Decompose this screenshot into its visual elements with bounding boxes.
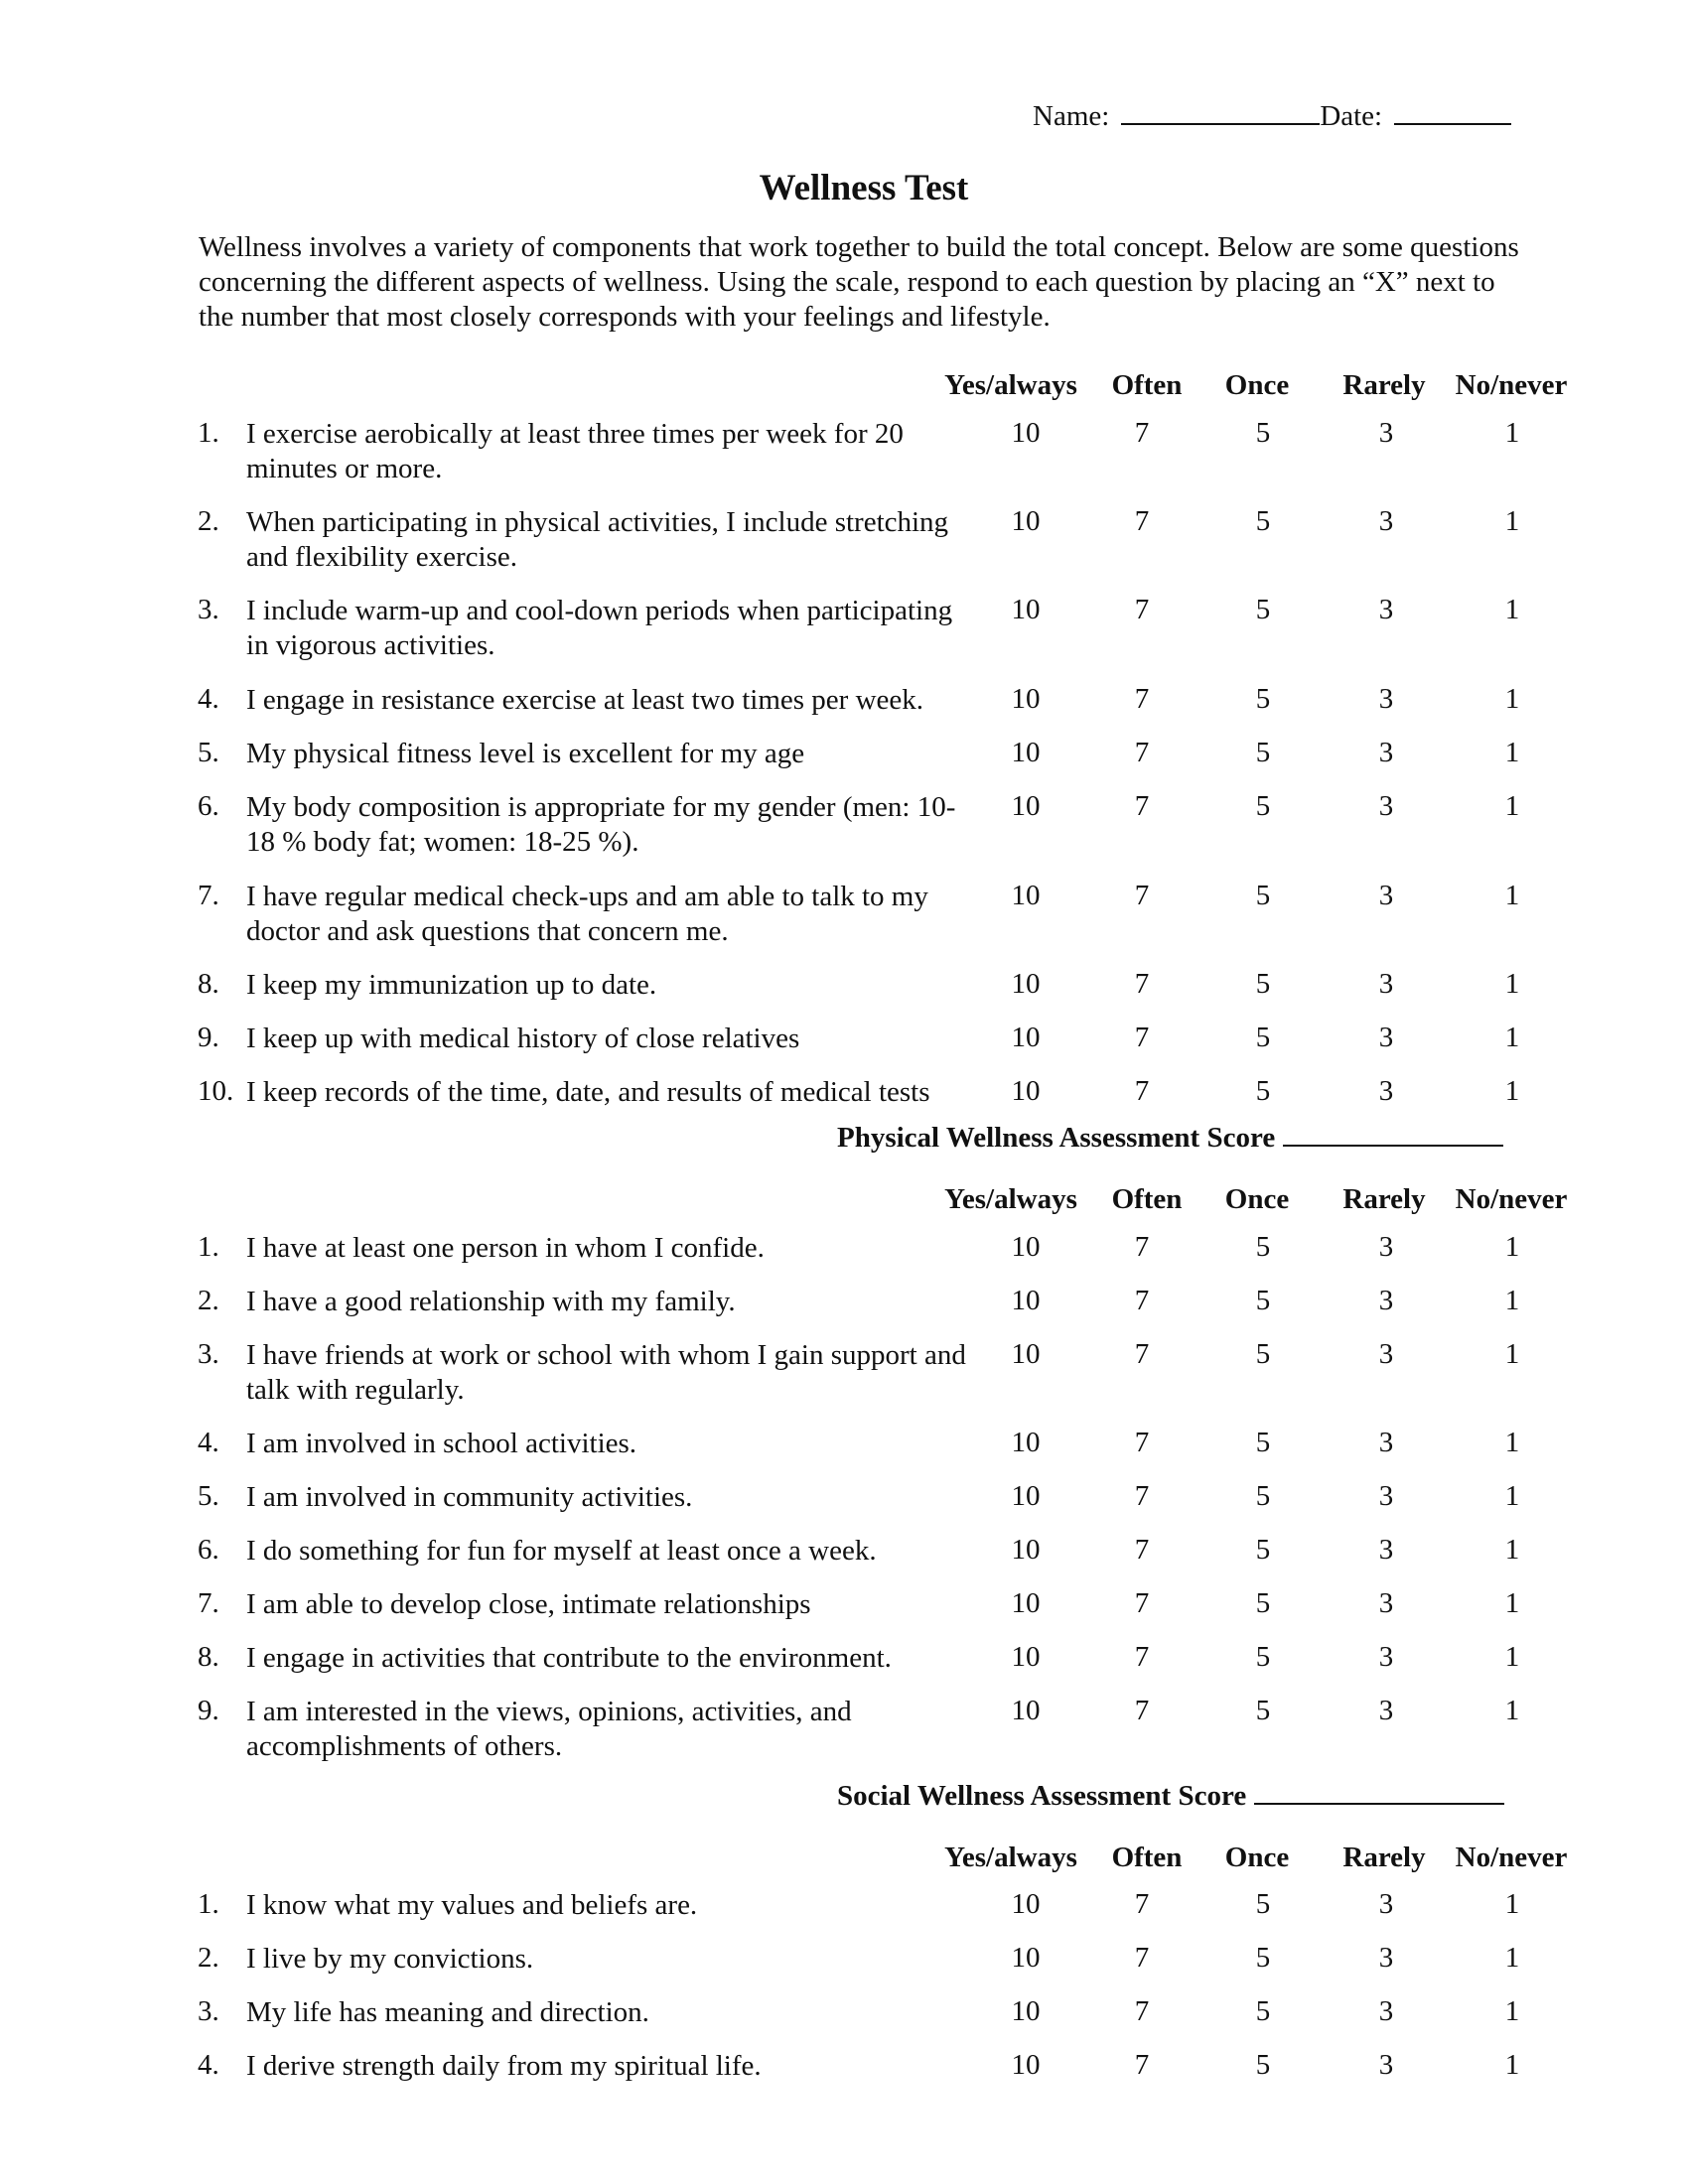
scale-option[interactable]: 1 bbox=[1504, 1587, 1520, 1619]
scale-header: Yes/always bbox=[944, 1842, 1077, 1873]
scale-option[interactable]: 5 bbox=[1255, 1480, 1271, 1512]
scale-option[interactable]: 10 bbox=[1011, 737, 1041, 768]
scale-option[interactable]: 1 bbox=[1504, 1641, 1520, 1673]
scale-option[interactable]: 7 bbox=[1134, 880, 1150, 911]
scale-option[interactable]: 1 bbox=[1504, 2049, 1520, 2081]
scale-header: Yes/always bbox=[944, 1183, 1077, 1215]
scale-option[interactable]: 3 bbox=[1378, 1480, 1394, 1512]
scale-option[interactable]: 1 bbox=[1504, 1995, 1520, 2027]
question-text: I include warm-up and cool-down periods when participating in vigorous activities. bbox=[246, 595, 953, 661]
scale-option[interactable]: 7 bbox=[1134, 1587, 1150, 1619]
question-number: 7. bbox=[198, 880, 219, 911]
scale-option[interactable]: 7 bbox=[1134, 1285, 1150, 1316]
scale-option[interactable]: 10 bbox=[1011, 417, 1041, 449]
scale-option[interactable]: 5 bbox=[1255, 1587, 1271, 1619]
scale-header: Once bbox=[1224, 1183, 1290, 1215]
question-text: I am able to develop close, intimate relationships bbox=[246, 1588, 811, 1620]
scale-option[interactable]: 7 bbox=[1134, 737, 1150, 768]
scale-option[interactable]: 3 bbox=[1378, 790, 1394, 822]
intro-paragraph: Wellness involves a variety of components that work together to build the total concept. Below are some questions concerning the different aspects of wellness. Using the scale, respond to each question by placing an “X” next to the number that most closely corresponds with your feelings and lifestyle. bbox=[199, 231, 1519, 333]
scale-option[interactable]: 5 bbox=[1255, 790, 1271, 822]
question-number: 2. bbox=[198, 505, 219, 537]
scale-option[interactable]: 5 bbox=[1255, 2049, 1271, 2081]
scale-option[interactable]: 3 bbox=[1378, 1641, 1394, 1673]
scale-option[interactable]: 1 bbox=[1504, 880, 1520, 911]
question-number: 9. bbox=[198, 1022, 219, 1053]
question-number: 1. bbox=[198, 1231, 219, 1263]
assessment-score bbox=[837, 1777, 1504, 1813]
scale-option[interactable]: 1 bbox=[1504, 594, 1520, 625]
question-text: I have regular medical check-ups and am able to talk to my doctor and ask questions that concern me. bbox=[246, 881, 928, 947]
scale-header: Often bbox=[1111, 369, 1183, 401]
question-text: I exercise aerobically at least three times per week for 20 minutes or more. bbox=[246, 418, 904, 484]
scale-option[interactable]: 7 bbox=[1134, 2049, 1150, 2081]
scale-option[interactable]: 3 bbox=[1378, 505, 1394, 537]
scale-option[interactable]: 5 bbox=[1255, 417, 1271, 449]
scale-option[interactable]: 5 bbox=[1255, 1338, 1271, 1370]
scale-option[interactable]: 5 bbox=[1255, 505, 1271, 537]
scale-option[interactable]: 7 bbox=[1134, 1022, 1150, 1053]
question-number: 6. bbox=[198, 790, 219, 822]
question-number: 3. bbox=[198, 1995, 219, 2027]
scale-option[interactable]: 1 bbox=[1504, 505, 1520, 537]
question-text: My body composition is appropriate for my gender (men: 10-18 % body fat; women: 18-25 %). bbox=[246, 791, 956, 858]
assessment-score-label: Physical Wellness Assessment Score bbox=[837, 1122, 1276, 1154]
page-title: Wellness Test bbox=[759, 168, 969, 208]
scale-option[interactable]: 7 bbox=[1134, 1338, 1150, 1370]
question-number: 2. bbox=[198, 1942, 219, 1974]
scale-option[interactable]: 3 bbox=[1378, 594, 1394, 625]
question-text: I keep records of the time, date, and results of medical tests bbox=[246, 1076, 930, 1108]
question-number: 3. bbox=[198, 594, 219, 625]
scale-option[interactable]: 3 bbox=[1378, 1942, 1394, 1974]
scale-option[interactable]: 10 bbox=[1011, 1022, 1041, 1053]
scale-option[interactable]: 5 bbox=[1255, 1285, 1271, 1316]
scale-option[interactable]: 3 bbox=[1378, 1285, 1394, 1316]
question-number: 6. bbox=[198, 1534, 219, 1566]
question-text: I keep my immunization up to date. bbox=[246, 969, 657, 1001]
scale-option[interactable]: 10 bbox=[1011, 683, 1041, 715]
scale-option[interactable]: 7 bbox=[1134, 790, 1150, 822]
scale-option[interactable]: 5 bbox=[1255, 1641, 1271, 1673]
scale-option[interactable]: 10 bbox=[1011, 1427, 1041, 1458]
scale-header: Rarely bbox=[1342, 1183, 1426, 1215]
scale-option[interactable]: 10 bbox=[1011, 505, 1041, 537]
scale-option[interactable]: 1 bbox=[1504, 1231, 1520, 1263]
scale-header: No/never bbox=[1455, 1842, 1568, 1873]
name-label: Name: bbox=[1033, 100, 1110, 132]
question-text: I am involved in community activities. bbox=[246, 1481, 693, 1513]
question-number: 8. bbox=[198, 968, 219, 1000]
scale-option[interactable]: 10 bbox=[1011, 1480, 1041, 1512]
scale-option[interactable]: 5 bbox=[1255, 594, 1271, 625]
date-label: Date: bbox=[1320, 100, 1383, 132]
scale-option[interactable]: 3 bbox=[1378, 737, 1394, 768]
assessment-score-label: Social Wellness Assessment Score bbox=[837, 1780, 1247, 1812]
assessment-score bbox=[837, 1119, 1503, 1155]
scale-option[interactable]: 3 bbox=[1378, 1427, 1394, 1458]
question-number: 3. bbox=[198, 1338, 219, 1370]
question-number: 5. bbox=[198, 1480, 219, 1512]
question-text: I live by my convictions. bbox=[246, 1943, 534, 1975]
scale-option[interactable]: 7 bbox=[1134, 505, 1150, 537]
question-text: I engage in activities that contribute to the environment. bbox=[246, 1642, 892, 1674]
question-text: I am involved in school activities. bbox=[246, 1428, 637, 1459]
question-number: 7. bbox=[198, 1587, 219, 1619]
question-number: 4. bbox=[198, 683, 219, 715]
scale-header: Once bbox=[1224, 1842, 1290, 1873]
scale-option[interactable]: 10 bbox=[1011, 1075, 1041, 1107]
scale-option[interactable]: 10 bbox=[1011, 1534, 1041, 1566]
scale-option[interactable]: 10 bbox=[1011, 1995, 1041, 2027]
scale-option[interactable]: 7 bbox=[1134, 1427, 1150, 1458]
scale-header: Rarely bbox=[1342, 1842, 1426, 1873]
scale-option[interactable]: 1 bbox=[1504, 417, 1520, 449]
scale-header: No/never bbox=[1455, 369, 1568, 401]
question-number: 1. bbox=[198, 417, 219, 449]
scale-option[interactable]: 10 bbox=[1011, 1641, 1041, 1673]
question-number: 9. bbox=[198, 1695, 219, 1726]
scale-option[interactable]: 10 bbox=[1011, 790, 1041, 822]
question-text: I do something for fun for myself at least once a week. bbox=[246, 1535, 877, 1567]
question-text: I have at least one person in whom I confide. bbox=[246, 1232, 765, 1264]
scale-option[interactable]: 3 bbox=[1378, 1534, 1394, 1566]
scale-option[interactable]: 1 bbox=[1504, 1942, 1520, 1974]
name-date-header bbox=[1033, 97, 1511, 133]
scale-option[interactable]: 10 bbox=[1011, 1888, 1041, 1920]
question-text: I engage in resistance exercise at least two times per week. bbox=[246, 684, 924, 716]
scale-option[interactable]: 7 bbox=[1134, 683, 1150, 715]
question-number: 1. bbox=[198, 1888, 219, 1920]
scale-option[interactable]: 5 bbox=[1255, 683, 1271, 715]
question-text: My life has meaning and direction. bbox=[246, 1996, 649, 2028]
scale-option[interactable]: 5 bbox=[1255, 1534, 1271, 1566]
scale-option[interactable]: 10 bbox=[1011, 968, 1041, 1000]
question-text: I am interested in the views, opinions, activities, and accomplishments of others. bbox=[246, 1696, 852, 1762]
question-number: 8. bbox=[198, 1641, 219, 1673]
scale-option[interactable]: 5 bbox=[1255, 1075, 1271, 1107]
scale-option[interactable]: 7 bbox=[1134, 594, 1150, 625]
scale-option[interactable]: 3 bbox=[1378, 417, 1394, 449]
scale-option[interactable]: 1 bbox=[1504, 1285, 1520, 1316]
scale-option[interactable]: 1 bbox=[1504, 1695, 1520, 1726]
question-text: I have friends at work or school with whom I gain support and talk with regularly. bbox=[246, 1339, 966, 1406]
scale-option[interactable]: 7 bbox=[1134, 1942, 1150, 1974]
scale-header: No/never bbox=[1455, 1183, 1568, 1215]
scale-option[interactable]: 1 bbox=[1504, 1022, 1520, 1053]
scale-option[interactable]: 7 bbox=[1134, 1641, 1150, 1673]
scale-option[interactable]: 3 bbox=[1378, 880, 1394, 911]
scale-option[interactable]: 1 bbox=[1504, 683, 1520, 715]
scale-option[interactable]: 7 bbox=[1134, 1888, 1150, 1920]
scale-option[interactable]: 3 bbox=[1378, 1587, 1394, 1619]
scale-option[interactable]: 1 bbox=[1504, 737, 1520, 768]
scale-option[interactable]: 5 bbox=[1255, 968, 1271, 1000]
assessment-score-blank[interactable] bbox=[1283, 1119, 1503, 1147]
question-text: I derive strength daily from my spiritual life. bbox=[246, 2050, 762, 2082]
scale-option[interactable]: 7 bbox=[1134, 1695, 1150, 1726]
scale-option[interactable]: 10 bbox=[1011, 1285, 1041, 1316]
scale-header: Rarely bbox=[1342, 369, 1426, 401]
question-number: 2. bbox=[198, 1285, 219, 1316]
scale-option[interactable]: 10 bbox=[1011, 594, 1041, 625]
scale-option[interactable]: 1 bbox=[1504, 1427, 1520, 1458]
scale-option[interactable]: 1 bbox=[1504, 1075, 1520, 1107]
scale-option[interactable]: 5 bbox=[1255, 880, 1271, 911]
scale-option[interactable]: 3 bbox=[1378, 1075, 1394, 1107]
scale-option[interactable]: 10 bbox=[1011, 1587, 1041, 1619]
scale-option[interactable]: 7 bbox=[1134, 968, 1150, 1000]
scale-option[interactable]: 5 bbox=[1255, 1995, 1271, 2027]
scale-option[interactable]: 5 bbox=[1255, 1022, 1271, 1053]
scale-option[interactable]: 7 bbox=[1134, 417, 1150, 449]
scale-option[interactable]: 10 bbox=[1011, 2049, 1041, 2081]
question-number: 5. bbox=[198, 737, 219, 768]
scale-option[interactable]: 10 bbox=[1011, 1942, 1041, 1974]
scale-option[interactable]: 7 bbox=[1134, 1480, 1150, 1512]
scale-option[interactable]: 5 bbox=[1255, 1427, 1271, 1458]
scale-option[interactable]: 3 bbox=[1378, 2049, 1394, 2081]
scale-option[interactable]: 10 bbox=[1011, 880, 1041, 911]
question-number: 4. bbox=[198, 2049, 219, 2081]
question-number: 10. bbox=[198, 1075, 234, 1107]
scale-option[interactable]: 10 bbox=[1011, 1231, 1041, 1263]
scale-option[interactable]: 5 bbox=[1255, 1231, 1271, 1263]
name-blank[interactable] bbox=[1121, 97, 1320, 125]
scale-option[interactable]: 7 bbox=[1134, 1231, 1150, 1263]
question-text: My physical fitness level is excellent for my age bbox=[246, 738, 805, 769]
scale-option[interactable]: 1 bbox=[1504, 790, 1520, 822]
scale-header: Once bbox=[1224, 369, 1290, 401]
scale-option[interactable]: 1 bbox=[1504, 968, 1520, 1000]
scale-option[interactable]: 1 bbox=[1504, 1888, 1520, 1920]
question-text: I know what my values and beliefs are. bbox=[246, 1889, 698, 1921]
scale-option[interactable]: 1 bbox=[1504, 1480, 1520, 1512]
scale-option[interactable]: 5 bbox=[1255, 1942, 1271, 1974]
scale-option[interactable]: 7 bbox=[1134, 1995, 1150, 2027]
question-text: When participating in physical activities, I include stretching and flexibility exercise. bbox=[246, 506, 949, 573]
scale-option[interactable]: 3 bbox=[1378, 1338, 1394, 1370]
scale-option[interactable]: 3 bbox=[1378, 1022, 1394, 1053]
scale-option[interactable]: 3 bbox=[1378, 1995, 1394, 2027]
assessment-score-blank[interactable] bbox=[1254, 1777, 1504, 1805]
scale-header: Yes/always bbox=[944, 369, 1077, 401]
scale-option[interactable]: 7 bbox=[1134, 1534, 1150, 1566]
scale-option[interactable]: 10 bbox=[1011, 1338, 1041, 1370]
scale-option[interactable]: 5 bbox=[1255, 737, 1271, 768]
scale-option[interactable]: 1 bbox=[1504, 1338, 1520, 1370]
scale-header: Often bbox=[1111, 1842, 1183, 1873]
question-text: I keep up with medical history of close relatives bbox=[246, 1023, 800, 1054]
scale-option[interactable]: 3 bbox=[1378, 1231, 1394, 1263]
scale-option[interactable]: 3 bbox=[1378, 1888, 1394, 1920]
scale-option[interactable]: 10 bbox=[1011, 1695, 1041, 1726]
scale-option[interactable]: 3 bbox=[1378, 968, 1394, 1000]
scale-option[interactable]: 3 bbox=[1378, 1695, 1394, 1726]
scale-option[interactable]: 7 bbox=[1134, 1075, 1150, 1107]
date-blank[interactable] bbox=[1394, 97, 1511, 125]
scale-option[interactable]: 3 bbox=[1378, 683, 1394, 715]
scale-option[interactable]: 1 bbox=[1504, 1534, 1520, 1566]
question-text: I have a good relationship with my family. bbox=[246, 1286, 736, 1317]
scale-header: Often bbox=[1111, 1183, 1183, 1215]
question-number: 4. bbox=[198, 1427, 219, 1458]
scale-option[interactable]: 5 bbox=[1255, 1695, 1271, 1726]
scale-option[interactable]: 5 bbox=[1255, 1888, 1271, 1920]
